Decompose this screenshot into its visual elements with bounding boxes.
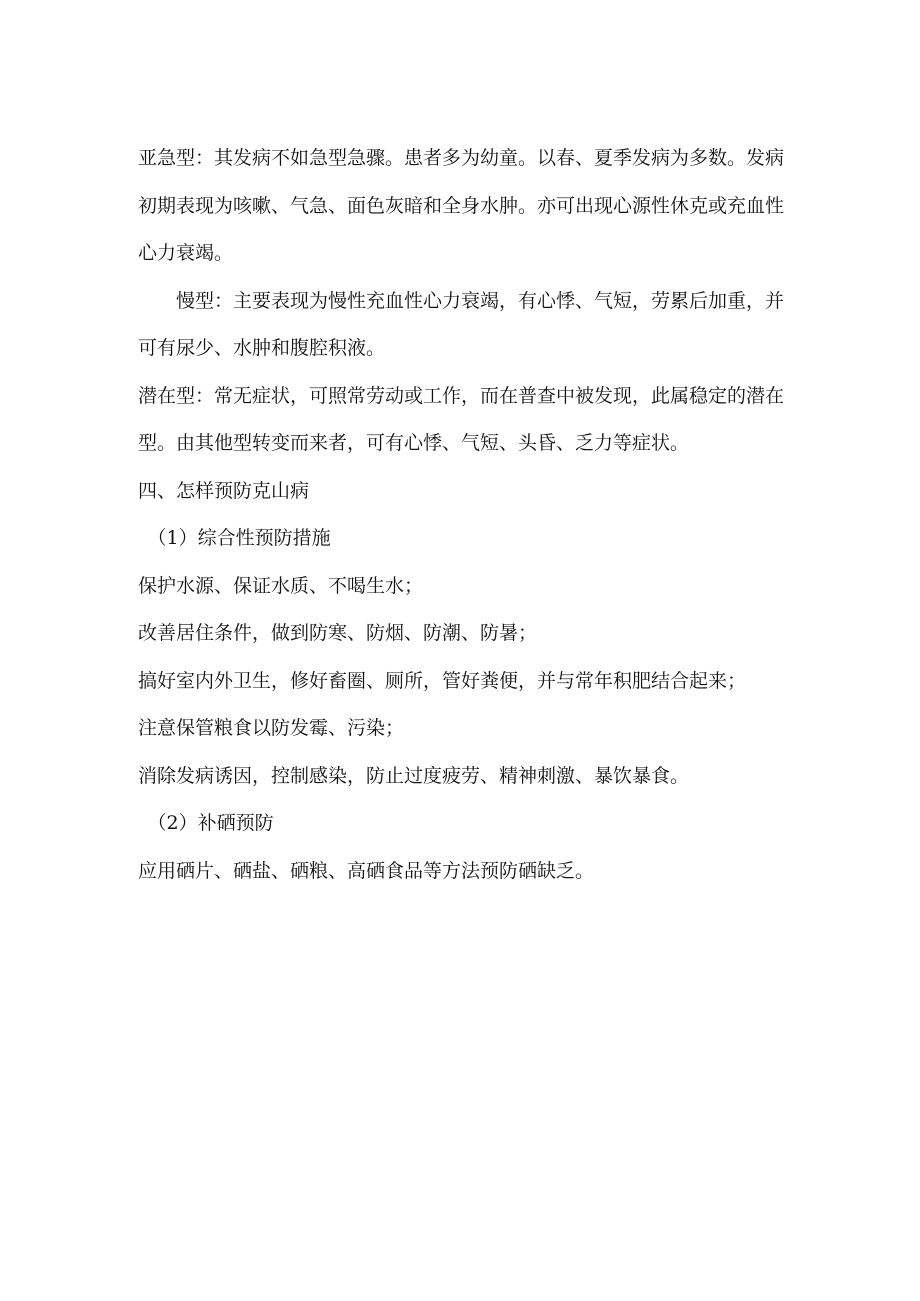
document-body: [138, 135, 788, 895]
paragraph-latent-type: 潜在型：常无症状，可照常劳动或工作，而在普查中被发现，此属稳定的潜在型。由其他型转变而来者，可有心悸、气短、头昏、乏力等症状。: [138, 384, 785, 454]
subheading-selenium-prevention: （2）补硒预防: [147, 812, 274, 834]
list-item-hygiene: 搞好室内外卫生，修好畜圈、厕所，管好粪便，并与常年积肥结合起来；: [138, 669, 747, 692]
paragraph-chronic-type: 慢型：主要表现为慢性充血性心力衰竭，有心悸、气短，劳累后加重，并可有尿少、水肿和腹腔积液。: [138, 289, 785, 359]
subheading-comprehensive-measures: （1）综合性预防措施: [147, 527, 331, 549]
list-item-triggers: 消除发病诱因，控制感染，防止过度疲劳、精神刺激、暴饮暴食。: [138, 764, 690, 787]
paragraph-selenium-methods: 应用硒片、硒盐、硒粮、高硒食品等方法预防硒缺乏。: [138, 859, 595, 882]
list-item-housing: 改善居住条件，做到防寒、防烟、防潮、防暑；: [138, 622, 538, 644]
paragraph-subacute-type: 亚急型：其发病不如急型急骤。患者多为幼童。以春、夏季发病为多数。发病初期表现为咳嗽、气急、面色灰暗和全身水肿。亦可出现心源性休克或充血性心力衰竭。: [138, 147, 785, 264]
section-heading-prevention: 四、怎样预防克山病: [138, 479, 310, 502]
list-item-water: 保护水源、保证水质、不喝生水；: [138, 574, 424, 597]
list-item-grain: 注意保管粮食以防发霉、污染；: [138, 717, 405, 739]
